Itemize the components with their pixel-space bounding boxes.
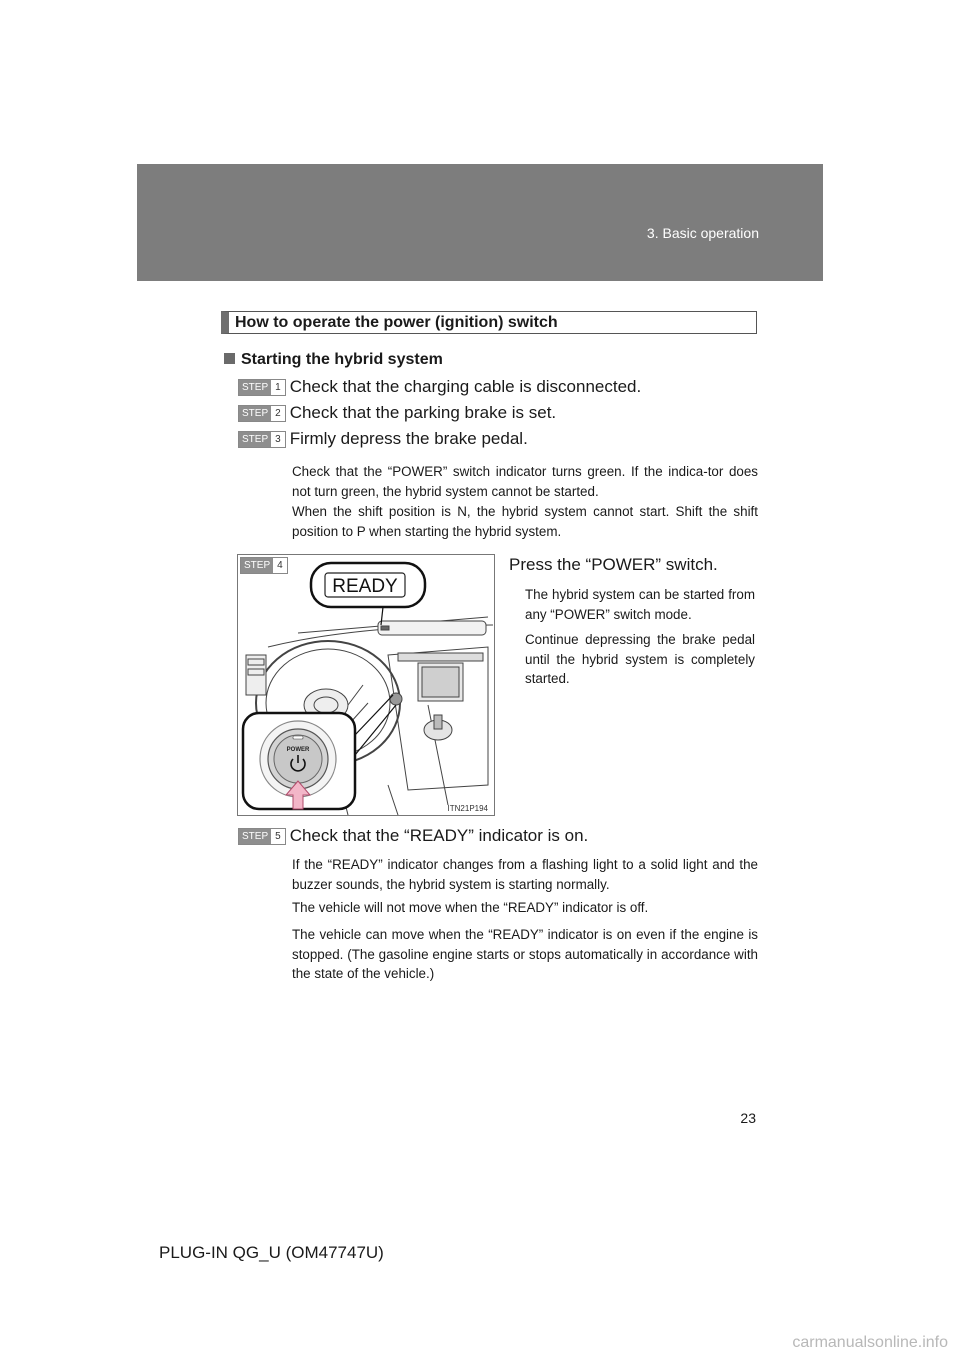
watermark: carmanualsonline.info [792, 1334, 948, 1351]
step5-note-3: The vehicle can move when the “READY” indicator is on even if the engine is stopped. (The gasoline engine starts or stops automatically in accordance with the state of the vehicle.) [292, 927, 758, 981]
step-text: Firmly depress the brake pedal. [289, 429, 528, 448]
step-2 [238, 403, 556, 423]
step3-note-2: When the shift position is N, the hybrid system cannot start. Shift the shift position to P when starting the hybrid system. [292, 504, 758, 539]
step-badge: STEP 1 [238, 379, 286, 396]
dashboard-drawing [238, 555, 494, 815]
section-label: 3. Basic operation [646, 225, 759, 241]
step-badge: STEP 5 [238, 828, 286, 845]
step3-note-1: Check that the “POWER” switch indicator turns green. If the indica-tor does not turn green, the hybrid system cannot be started. [292, 464, 758, 499]
power-button-label: POWER [286, 747, 310, 753]
step4-note-1: The hybrid system can be started from any “POWER” switch mode. [525, 587, 755, 622]
ready-callout-text: READY [332, 576, 398, 597]
header-band [137, 164, 823, 281]
step-text: Check that the charging cable is disconnected. [289, 377, 642, 396]
step5-note-1: If the “READY” indicator changes from a flashing light to a solid light and the buzzer sounds, the hybrid system is starting normally. [292, 857, 758, 892]
step-4-text: Press the “POWER” switch. [509, 555, 718, 574]
step-3 [238, 429, 528, 449]
square-bullet-icon [224, 353, 235, 364]
figure-code: ITN21P194 [447, 804, 488, 813]
step-badge: STEP 2 [238, 405, 286, 422]
section-title: How to operate the power (ignition) switch [221, 311, 757, 334]
page-number: 23 [740, 1110, 756, 1126]
subsection-heading [224, 351, 443, 369]
step-badge: STEP 3 [238, 431, 286, 448]
subsection-text: Starting the hybrid system [241, 351, 443, 368]
model-footer: PLUG-IN QG_U (OM47747U) [159, 1243, 384, 1262]
step-text: Check that the “READY” indicator is on. [289, 826, 589, 845]
step-5 [238, 826, 588, 846]
step-text: Check that the parking brake is set. [289, 403, 557, 422]
step-badge: STEP 4 [240, 557, 288, 574]
power-switch-illustration [237, 554, 495, 816]
step-1 [238, 377, 641, 397]
step5-note-2: The vehicle will not move when the “READY” indicator is off. [292, 900, 649, 915]
step4-note-2: Continue depressing the brake pedal until the hybrid system is completely started. [525, 632, 755, 686]
